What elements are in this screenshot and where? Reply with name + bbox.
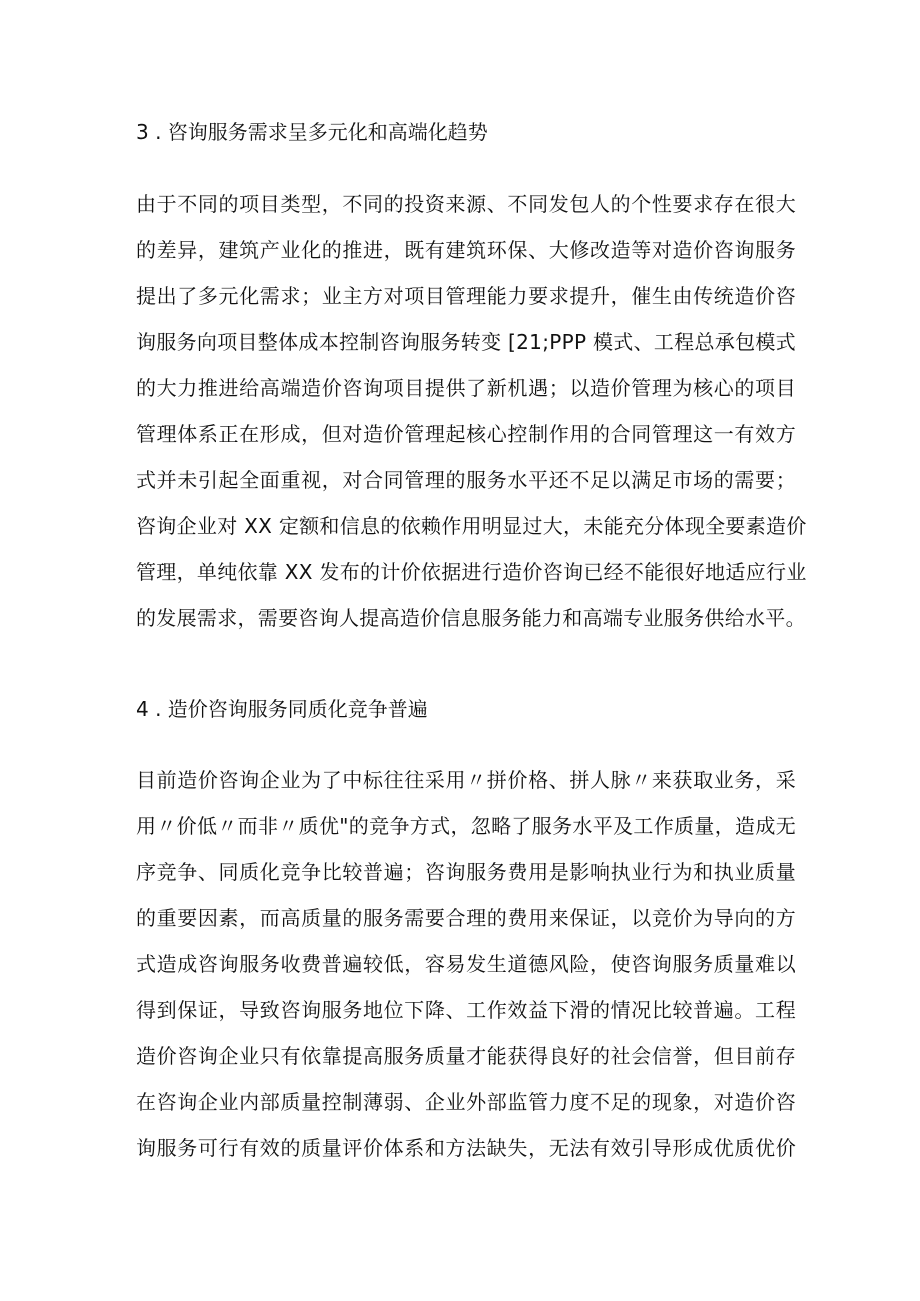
paragraph-line: 的大力推进给高端造价咨询项目提供了新机遇；以造价管理为核心的项目	[136, 376, 796, 400]
paragraph-line: 的发展需求，需要咨询人提高造价信息服务能力和高端专业服务供给水平。	[136, 606, 806, 630]
paragraph-line: 提出了多元化需求；业主方对项目管理能力要求提升，催生由传统造价咨	[136, 284, 796, 308]
paragraph-line: 用〃价低〃而非〃质优"的竞争方式，忽略了服务水平及工作质量，造成无	[136, 814, 796, 838]
paragraph-line: 序竞争、同质化竞争比较普遍；咨询服务费用是影响执业行为和执业质量	[136, 860, 796, 884]
section-4-heading: 4 . 造价咨询服务同质化竞争普遍	[136, 697, 428, 721]
section-4-paragraph	[136, 757, 796, 1171]
paragraph-line: 目前造价咨询企业为了中标往往采用〃拼价格、拼人脉〃来获取业务，采	[136, 768, 796, 792]
paragraph-line: 询服务向项目整体成本控制咨询服务转变 [21;PPP 模式、工程总承包模式	[136, 330, 796, 354]
paragraph-line: 的差异，建筑产业化的推进，既有建筑环保、大修改造等对造价咨询服务	[136, 238, 796, 262]
paragraph-line: 管理，单纯依靠 XX 发布的计价依据进行造价咨询已经不能很好地适应行业	[136, 560, 807, 584]
paragraph-line: 由于不同的项目类型，不同的投资来源、不同发包人的个性要求存在很大	[136, 192, 796, 216]
paragraph-line: 造价咨询企业只有依靠提高服务质量才能获得良好的社会信誉，但目前存	[136, 1044, 796, 1068]
paragraph-line: 管理体系正在形成，但对造价管理起核心控制作用的合同管理这一有效方	[136, 422, 796, 446]
paragraph-line: 的重要因素，而高质量的服务需要合理的费用来保证，以竞价为导向的方	[136, 906, 796, 930]
section-3-paragraph	[136, 181, 807, 641]
section-3-heading: 3 . 咨询服务需求呈多元化和高端化趋势	[136, 120, 488, 144]
paragraph-line: 在咨询企业内部质量控制薄弱、企业外部监管力度不足的现象，对造价咨	[136, 1090, 796, 1114]
paragraph-line: 咨询企业对 XX 定额和信息的依赖作用明显过大，未能充分体现全要素造价	[136, 514, 807, 538]
paragraph-line: 询服务可行有效的质量评价体系和方法缺失，无法有效引导形成优质优价	[136, 1136, 796, 1160]
paragraph-line: 式造成咨询服务收费普遍较低，容易发生道德风险，使咨询服务质量难以	[136, 952, 796, 976]
paragraph-line: 式并未引起全面重视，对合同管理的服务水平还不足以满足市场的需要；	[136, 468, 796, 492]
paragraph-line: 得到保证，导致咨询服务地位下降、工作效益下滑的情况比较普遍。工程	[136, 998, 796, 1022]
